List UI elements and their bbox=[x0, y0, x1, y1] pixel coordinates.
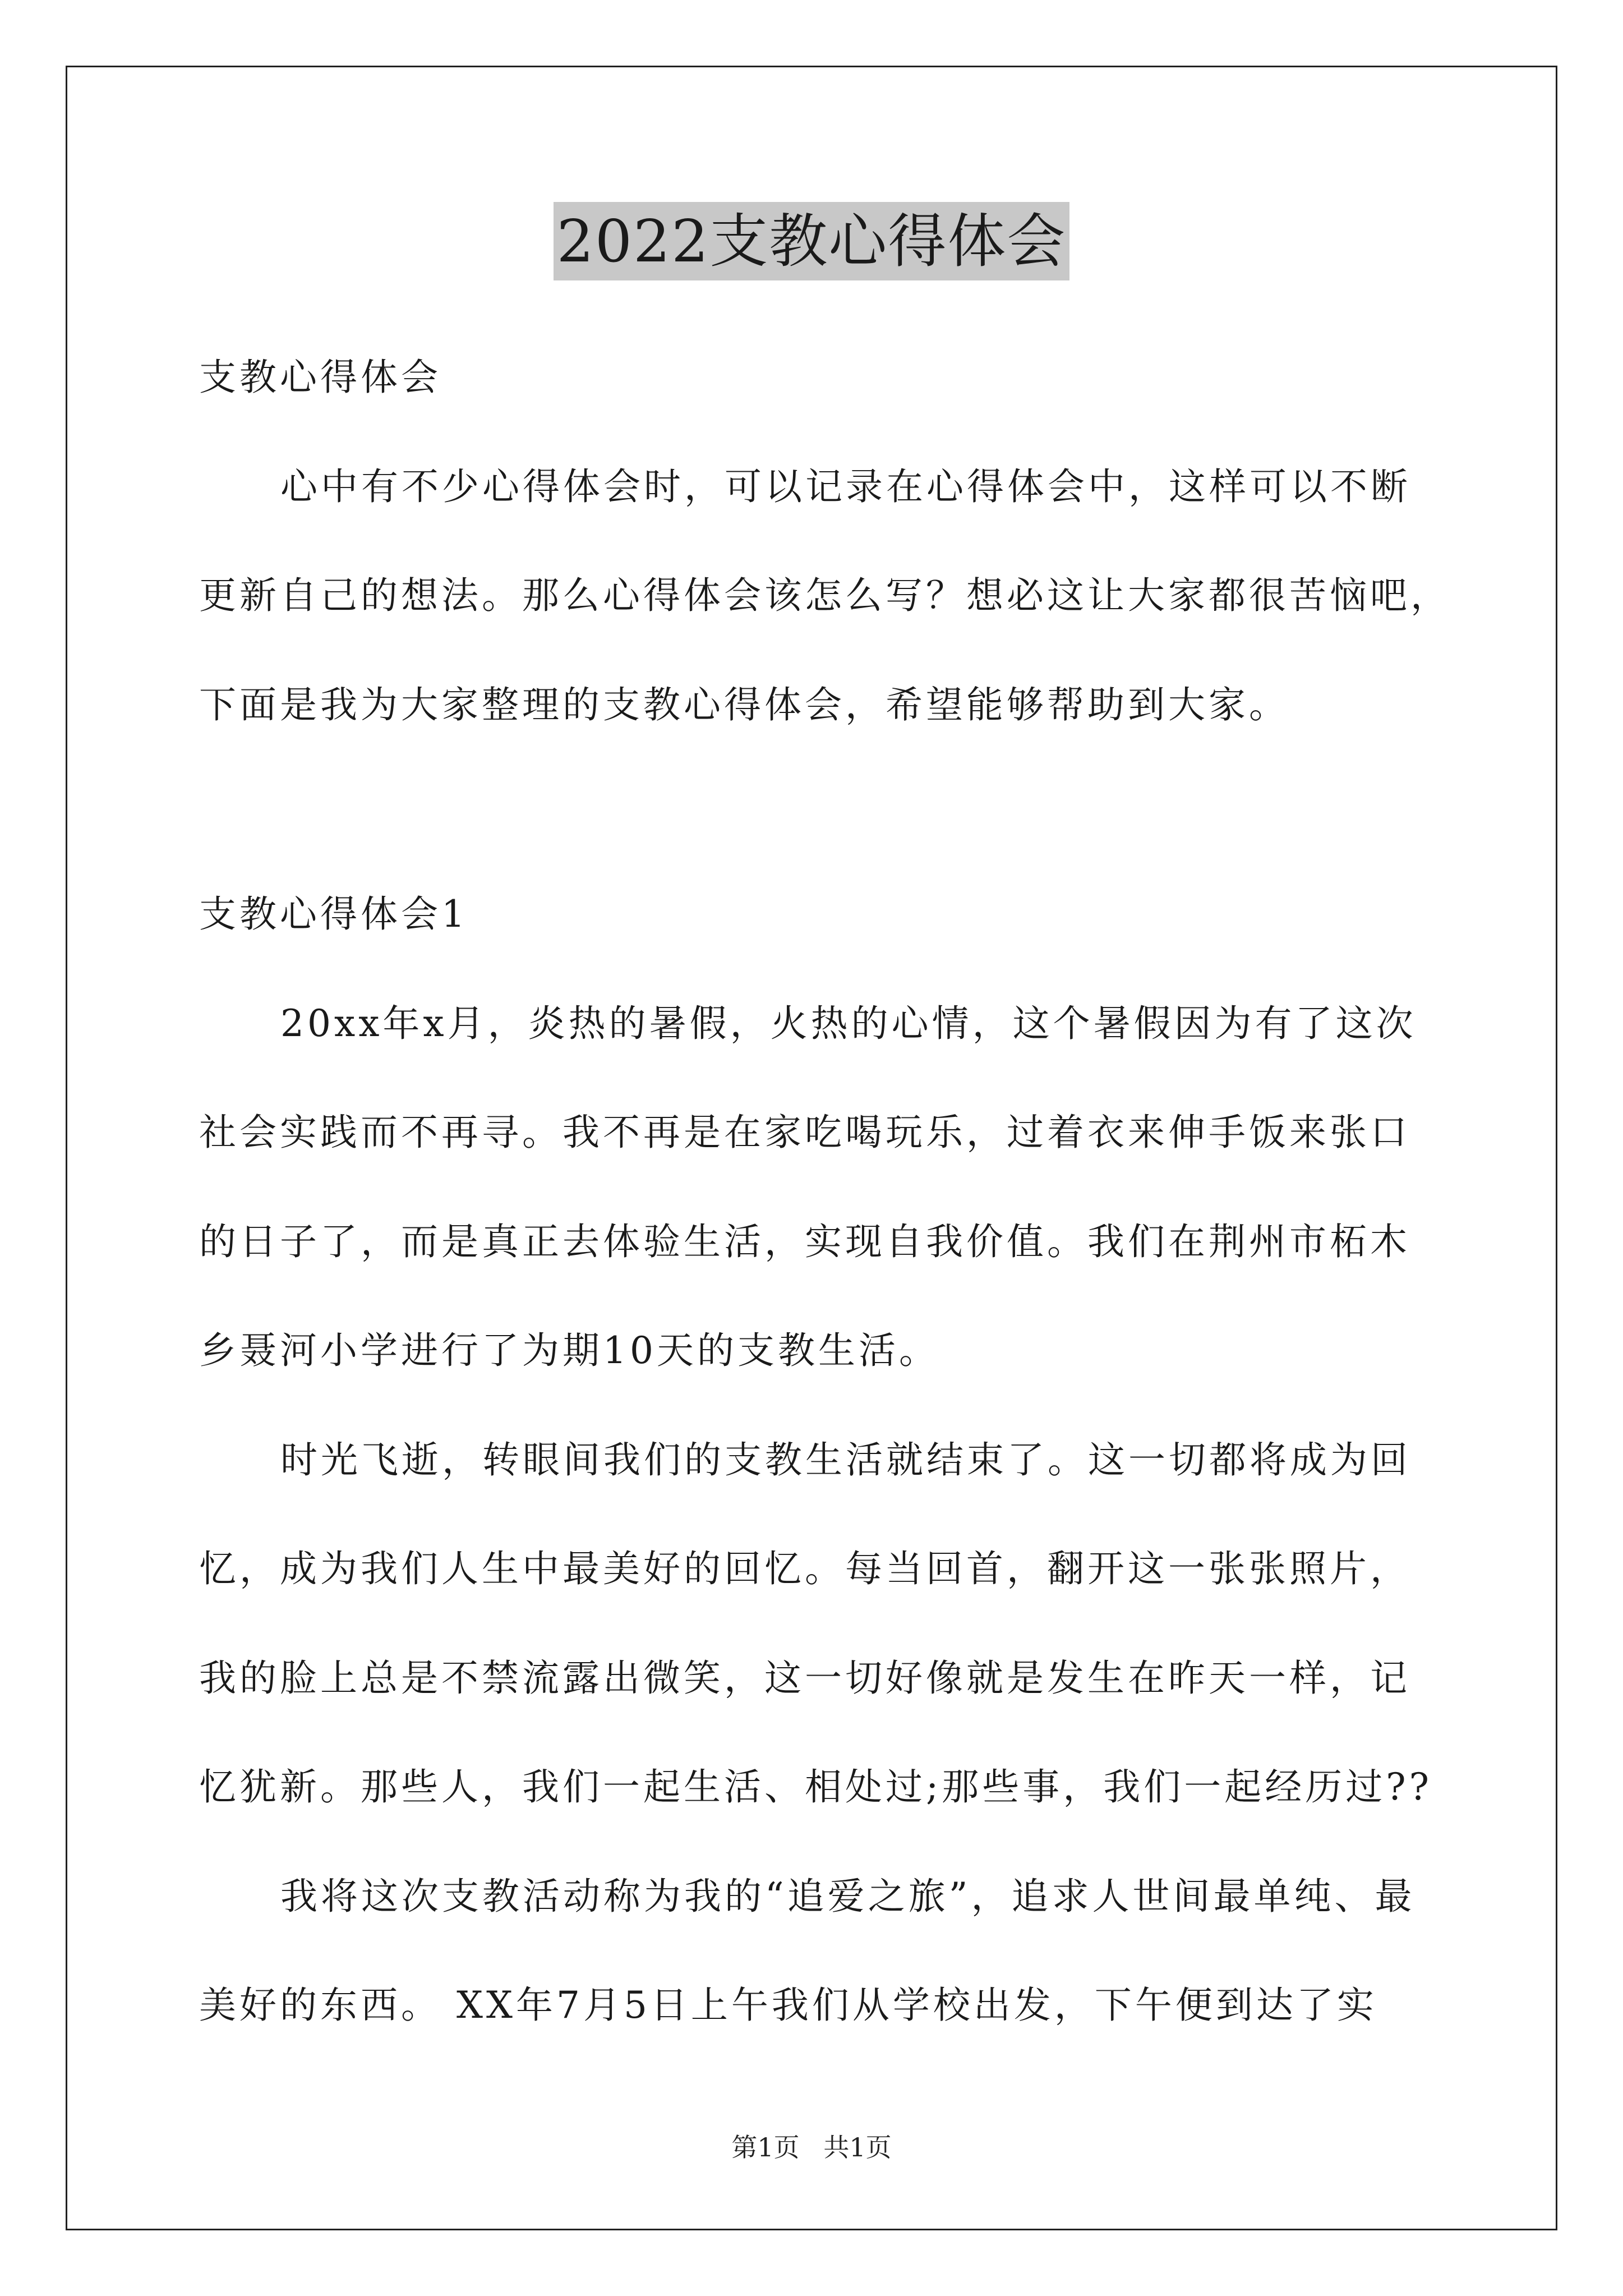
document-title: 2022支教心得体会 bbox=[554, 202, 1070, 280]
page-footer bbox=[0, 2131, 1623, 2164]
page-current: 第1页 bbox=[731, 2132, 800, 2162]
section-heading: 支教心得体会1 bbox=[199, 892, 468, 936]
title-container bbox=[0, 202, 1623, 280]
para1-line-2: 社会实践而不再寻。我不再是在家吃喝玩乐，过着衣来伸手饭来张口 bbox=[199, 1111, 1410, 1154]
para2-line-1: 时光飞逝，转眼间我们的支教生活就结束了。这一切都将成为回 bbox=[280, 1438, 1411, 1481]
intro-line-1: 心中有不少心得体会时，可以记录在心得体会中，这样可以不断 bbox=[280, 465, 1411, 508]
para2-line-2: 忆，成为我们人生中最美好的回忆。每当回首，翻开这一张张照片， bbox=[199, 1547, 1410, 1590]
para1-line-3: 的日子了，而是真正去体验生活，实现自我价值。我们在荆州市柘木 bbox=[199, 1220, 1410, 1263]
subtitle: 支教心得体会 bbox=[199, 356, 441, 399]
para3-line-1: 我将这次支教活动称为我的“追爱之旅”，追求人世间最单纯、最 bbox=[280, 1875, 1415, 1918]
intro-line-2: 更新自己的想法。那么心得体会该怎么写？想必这让大家都很苦恼吧， bbox=[199, 574, 1451, 617]
para2-line-3: 我的脸上总是不禁流露出微笑，这一切好像就是发生在昨天一样，记 bbox=[199, 1657, 1410, 1700]
para1-line-4: 乡聂河小学进行了为期10天的支教生活。 bbox=[199, 1329, 939, 1372]
intro-line-3: 下面是我为大家整理的支教心得体会，希望能够帮助到大家。 bbox=[199, 683, 1289, 726]
page-total: 共1页 bbox=[823, 2132, 892, 2162]
para2-line-4: 忆犹新。那些人，我们一起生活、相处过;那些事，我们一起经历过?? bbox=[199, 1765, 1433, 1809]
para3-line-2: 美好的东西。 XX年7月5日上午我们从学校出发，下午便到达了实 bbox=[199, 1984, 1377, 2027]
para1-line-1: 20xx年x月，炎热的暑假，火热的心情，这个暑假因为有了这次 bbox=[280, 1002, 1417, 1045]
